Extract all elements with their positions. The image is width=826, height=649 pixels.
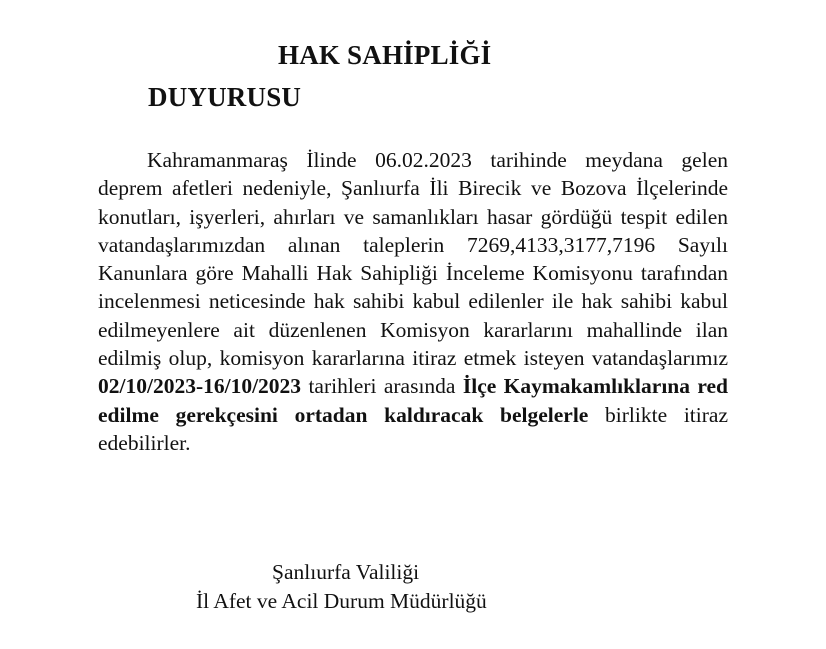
document-title-line2: DUYURUSU	[148, 82, 302, 112]
objection-date-range: 02/10/2023-16/10/2023	[98, 374, 302, 399]
body-text-part1: Kahramanmaraş İlinde 06.02.2023 tarihinde meydana gelen deprem afetleri nedeniyle, Şanlıurfa İli Birecik ve Bozova İlçelerinde konutları, işyerleri, ahırları ve samanlıkları hasar gördüğü tespit edilen vatandaşlarımızdan alınan taleplerin 7269,4133,3177,7196 Sayılı Kanunlara göre Mahalli Hak Sahipliği İnceleme Komisyonu tarafından incelenmesi neticesinde hak sahibi kabul edilenler ile hak sahibi kabul edilmeyenlere ait düzenlenen Komisyon kararlarını mahallinde ilan edilmiş olup, komisyon kararlarına itiraz etmek isteyen vatandaşlarımız	[98, 148, 728, 371]
body-text-part3: birlikte itiraz edebilirler.	[98, 402, 729, 455]
objection-instructions-emphasis: İlçe Kaymakamlıklarına red edilme gerekçesini ortadan kaldıracak belgelerle	[98, 374, 729, 427]
announcement-body	[98, 146, 728, 457]
signature-department: İl Afet ve Acil Durum Müdürlüğü	[196, 589, 487, 613]
body-text-part2: tarihleri arasında	[308, 374, 456, 399]
signature-authority: Şanlıurfa Valiliği	[272, 560, 420, 584]
document-title-line1: HAK SAHİPLİĞİ	[278, 40, 492, 70]
